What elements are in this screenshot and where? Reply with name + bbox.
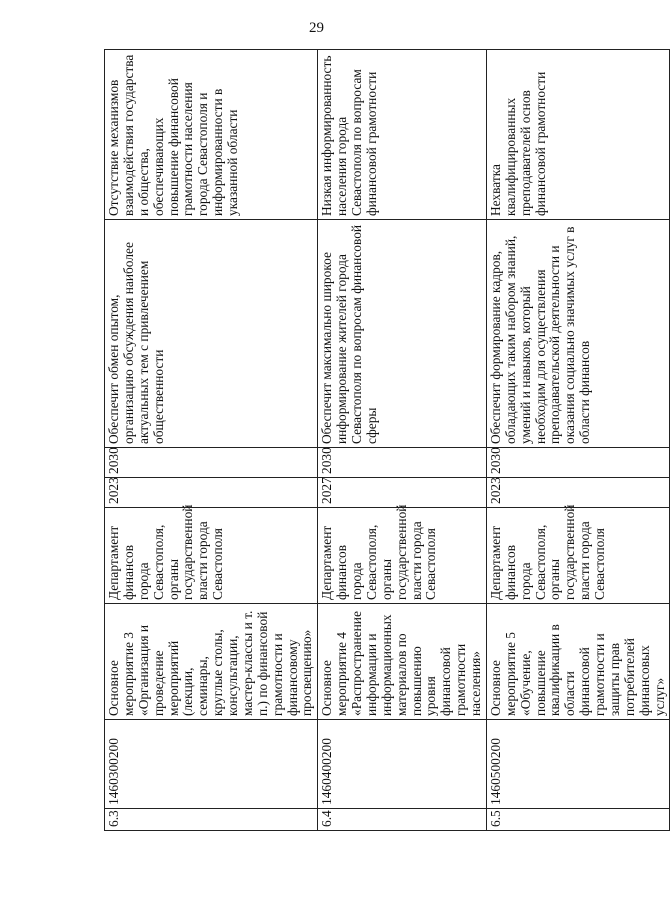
risk-consequence: Низкая информированность населения города Севастополя по вопросам финансовой грамотности: [318, 50, 487, 220]
table-row: [486, 50, 670, 831]
row-number: 6.5: [486, 809, 670, 831]
page-number: 29: [309, 20, 324, 36]
expected-result: Обеспечит формирование кадров, обладающих таким набором знаний, умений и навыков, который необходим для осуществления преподавательской деятельности и оказания социально значимых услуг в области финансов: [486, 220, 670, 448]
responsible-executor: Департамент финансов города Севастополя, органы государственной власти города Севастополя: [318, 508, 487, 604]
rotated-table-area: [104, 50, 667, 831]
expected-result: Обеспечит обмен опытом, организацию обсуждения наиболее актуальных тем с привлечением общественности: [105, 220, 318, 448]
risk-consequence: Отсутствие механизмов взаимодействия государства и общества, обеспечивающих повышение финансовой грамотности населения города Севастополя и информированности в указанной области: [105, 50, 318, 220]
risk-consequence: Нехватка квалифицированных преподавателей основ финансовой грамотности: [486, 50, 670, 220]
expected-result: Обеспечит максимально широкое информирование жителей города Севастополя по вопросам финансовой сферы: [318, 220, 487, 448]
table-row: [318, 50, 487, 831]
program-activities-table: [104, 49, 670, 831]
event-name: Основное мероприятие 4 «Распространение информации и информационных материалов по повышению уровня финансовой грамотности населения»: [318, 604, 487, 720]
end-year: 2030: [318, 448, 487, 478]
start-year: 2023: [486, 478, 670, 508]
event-name: Основное мероприятие 5 «Обучение, повышение квалификации в области финансовой грамотности и защиты прав потребителей финансовых услуг»: [486, 604, 670, 720]
row-number: 6.3: [105, 809, 318, 831]
end-year: 2030: [105, 448, 318, 478]
budget-code: 1460400200: [318, 720, 487, 809]
budget-code: 1460300200: [105, 720, 318, 809]
event-name: Основное мероприятие 3 «Организация и проведение мероприятий (лекции, семинары, круглые столы, консультации, мастер-классы и т. п.) по финансовой грамотности и финансовому просвещению»: [105, 604, 318, 720]
table-row: [105, 50, 318, 831]
row-number: 6.4: [318, 809, 487, 831]
end-year: 2030: [486, 448, 670, 478]
responsible-executor: Департамент финансов города Севастополя, органы государственной власти города Севастополя: [105, 508, 318, 604]
start-year: 2023: [105, 478, 318, 508]
budget-code: 1460500200: [486, 720, 670, 809]
start-year: 2027: [318, 478, 487, 508]
responsible-executor: Департамент финансов города Севастополя, органы государственной власти города Севастополя: [486, 508, 670, 604]
